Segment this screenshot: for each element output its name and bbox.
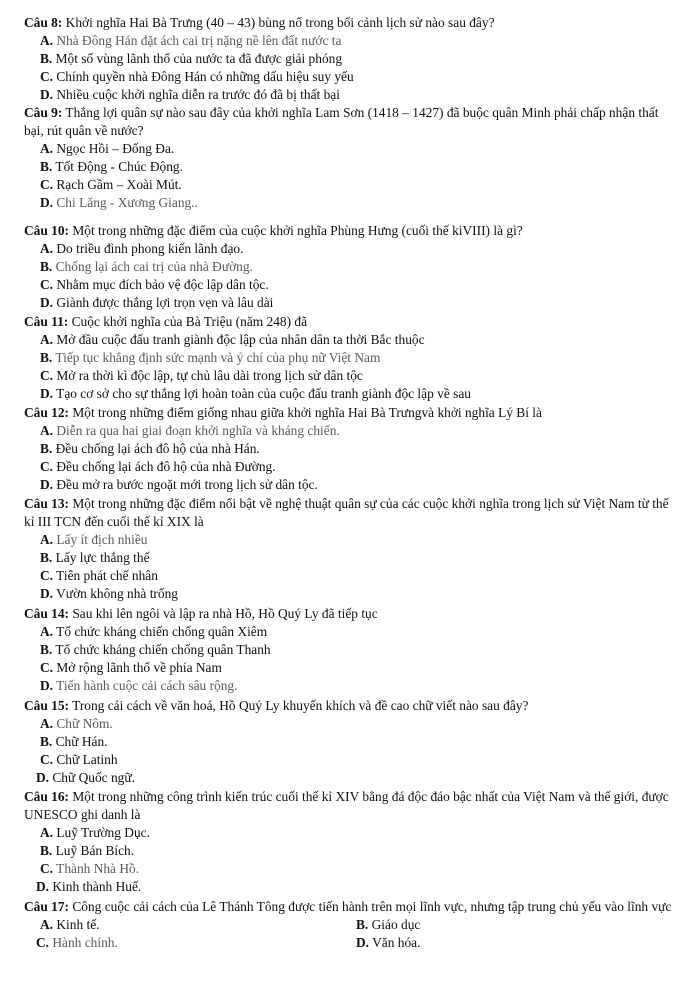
question-number: Câu 9:	[24, 105, 63, 120]
question-text: Một trong những công trình kiến trúc cuối thế kỉ XIV bằng đá độc đáo bậc nhất của Việt Nam và thế giới, được UNESCO ghi danh là	[24, 789, 669, 822]
option-d: D. Tạo cơ sở cho sự thắng lợi hoàn toàn của cuộc đấu tranh giành độc lập về sau	[40, 386, 471, 401]
question-stem	[24, 404, 674, 422]
option-a: A. Do triều đình phong kiến lãnh đạo.	[40, 241, 244, 256]
option-b: B. Giáo dục	[356, 917, 421, 932]
question-8	[24, 14, 674, 104]
option-b: B. Tổ chức kháng chiến chống quân Thanh	[40, 642, 271, 657]
option-a: A. Kinh tế.	[40, 917, 100, 932]
option-a: A. Tổ chức kháng chiến chống quân Xiêm	[40, 624, 268, 639]
question-number: Câu 10:	[24, 223, 70, 238]
question-stem	[24, 495, 674, 531]
question-stem	[24, 313, 674, 331]
question-text: Một trong những điểm giống nhau giữa khởi nghĩa Hai Bà Trưngvà khởi nghĩa Lý Bí là	[69, 405, 542, 420]
question-text: Công cuộc cải cách của Lê Thánh Tông được tiến hành trên mọi lĩnh vực, nhưng tập trung chủ yếu vào lĩnh vực	[69, 899, 672, 914]
question-14	[24, 605, 674, 695]
question-stem	[24, 788, 674, 824]
question-number: Câu 17:	[24, 899, 70, 914]
option-c: C. Đều chống lại ách đô hộ của nhà Đường.	[40, 459, 276, 474]
question-text: Một trong những đặc điểm của cuộc khởi nghĩa Phùng Hưng (cuối thế kiVIII) là gì?	[69, 223, 523, 238]
option-d: D. Văn hóa.	[356, 935, 421, 950]
option-d: D. Giành được thắng lợi trọn vẹn và lâu dài	[40, 295, 274, 310]
option-d: D. Chi Lăng - Xương Giang..	[40, 195, 198, 210]
option-b: B. Chữ Hán.	[40, 734, 108, 749]
question-number: Câu 11:	[24, 314, 69, 329]
question-stem	[24, 104, 674, 140]
question-stem	[24, 605, 674, 623]
question-number: Câu 14:	[24, 606, 70, 621]
option-c: C. Rạch Gầm – Xoài Mút.	[40, 177, 182, 192]
option-d: D. Đều mở ra bước ngoặt mới trong lịch sử dân tộc.	[40, 477, 318, 492]
option-a: A. Ngọc Hồi – Đống Đa.	[40, 141, 175, 156]
option-c: C. Hành chính.	[36, 935, 118, 950]
option-a: A. Diễn ra qua hai giai đoạn khởi nghĩa và kháng chiến.	[40, 423, 340, 438]
question-text: Sau khi lên ngôi và lập ra nhà Hồ, Hồ Quý Ly đã tiếp tục	[69, 606, 378, 621]
option-a: A. Mở đầu cuộc đấu tranh giành độc lập của nhân dân ta thời Bắc thuộc	[40, 332, 425, 347]
options-grid	[24, 916, 674, 952]
option-b: B. Chống lại ách cai trị của nhà Đường.	[40, 259, 253, 274]
question-15	[24, 697, 674, 787]
option-b: B. Lấy lực thắng thế	[40, 550, 150, 565]
option-b: B. Tiếp tục khẳng định sức mạnh và ý chí của phụ nữ Việt Nam	[40, 350, 381, 365]
question-stem	[24, 898, 674, 916]
question-number: Câu 16:	[24, 789, 70, 804]
option-a: A. Lấy ít địch nhiều	[40, 532, 148, 547]
question-text: Trong cải cách về văn hoá, Hồ Quý Ly khuyến khích và đề cao chữ viết nào sau đây?	[69, 698, 529, 713]
question-stem	[24, 697, 674, 715]
question-12	[24, 404, 674, 494]
question-text: Cuộc khởi nghĩa của Bà Triệu (năm 248) đã	[68, 314, 308, 329]
question-10	[24, 222, 674, 312]
question-number: Câu 12:	[24, 405, 70, 420]
question-16	[24, 788, 674, 896]
question-13	[24, 495, 674, 603]
option-d: D. Nhiều cuộc khởi nghĩa diễn ra trước đó đã bị thất bại	[40, 87, 340, 102]
option-c: C. Tiên phát chế nhân	[40, 568, 158, 583]
option-a: A. Luỹ Trường Dục.	[40, 825, 150, 840]
option-c: C. Chữ Latinh	[40, 752, 118, 767]
question-stem	[24, 222, 674, 240]
option-b: B. Một số vùng lãnh thổ của nước ta đã được giải phóng	[40, 51, 343, 66]
question-text: Khởi nghĩa Hai Bà Trưng (40 – 43) bùng nổ trong bối cảnh lịch sử nào sau đây?	[62, 15, 495, 30]
option-b: B. Tốt Động - Chúc Động.	[40, 159, 183, 174]
option-b: B. Đều chống lại ách đô hộ của nhà Hán.	[40, 441, 260, 456]
question-text: Thắng lợi quân sự nào sau đây của khởi nghĩa Lam Sơn (1418 – 1427) đã buộc quân Minh phải chấp nhận thất bại, rút quân về nước?	[24, 105, 659, 138]
option-d: D. Vườn không nhà trống	[40, 586, 178, 601]
option-a: A. Nhà Đông Hán đặt ách cai trị nặng nề lên đất nước ta	[40, 33, 342, 48]
option-d: D. Kinh thành Huế.	[36, 879, 142, 894]
question-number: Câu 13:	[24, 496, 70, 511]
option-c: C. Nhằm mục đích bảo vệ độc lập dân tộc.	[40, 277, 269, 292]
option-c: C. Chính quyền nhà Đông Hán có những dấu hiệu suy yếu	[40, 69, 354, 84]
option-b: B. Luỹ Bán Bích.	[40, 843, 135, 858]
option-c: C. Mở rộng lãnh thổ về phía Nam	[40, 660, 222, 675]
question-11	[24, 313, 674, 403]
question-number: Câu 15:	[24, 698, 70, 713]
question-9	[24, 104, 674, 212]
question-stem	[24, 14, 674, 32]
option-d: D. Chữ Quốc ngữ.	[36, 770, 135, 785]
question-number: Câu 8:	[24, 15, 63, 30]
question-17	[24, 898, 674, 952]
option-a: A. Chữ Nôm.	[40, 716, 113, 731]
option-c: C. Thành Nhà Hồ.	[40, 861, 140, 876]
option-c: C. Mở ra thời kì độc lập, tự chủ lâu dài trong lịch sử dân tộc	[40, 368, 363, 383]
question-text: Một trong những đặc điểm nổi bật về nghệ thuật quân sự của các cuộc khởi nghĩa trong lịch sử Việt Nam từ thế kỉ III TCN đến cuối thế kỉ XIX là	[24, 496, 669, 529]
option-d: D. Tiến hành cuộc cải cách sâu rộng.	[40, 678, 238, 693]
